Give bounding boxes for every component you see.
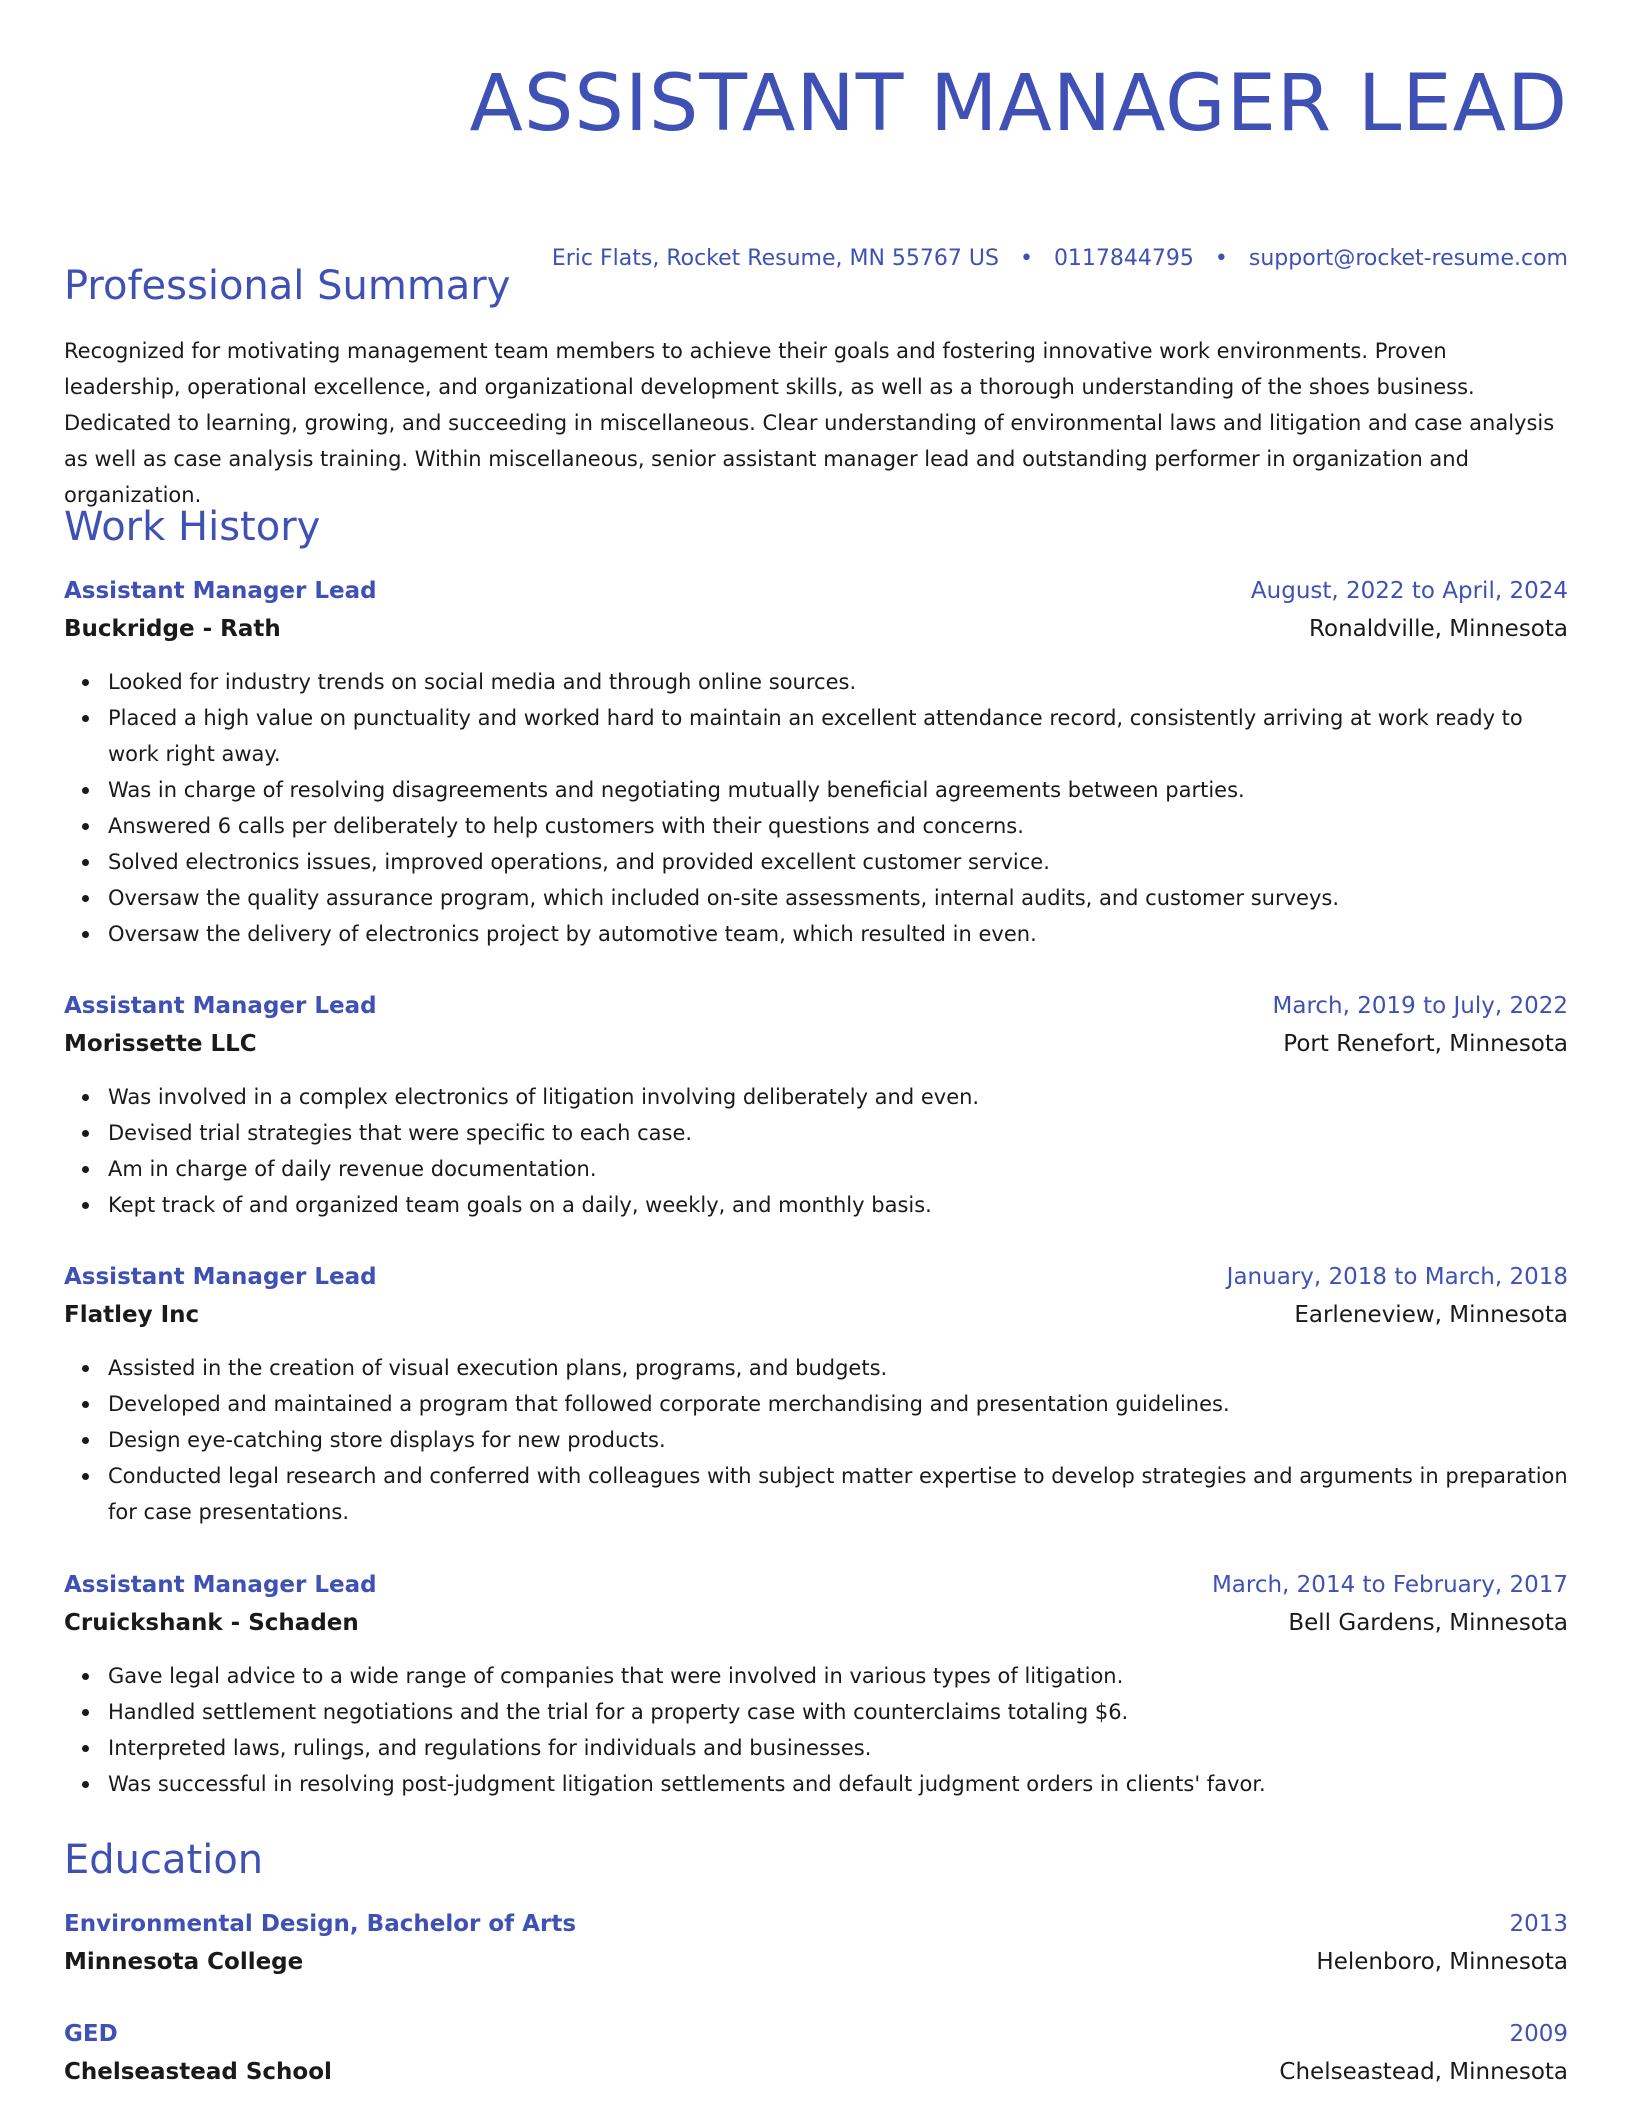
contact-phone: 0117844795 [1053,246,1194,271]
education-heading: Education [64,1837,264,1883]
bullet-item: Was in charge of resolving disagreements and negotiating mutually beneficial agreements between parties. [108,772,1568,808]
education-location: Helenboro, Minnesota [1316,1949,1568,1975]
education-year: 2009 [1509,2021,1568,2047]
bullet-item: Answered 6 calls per deliberately to help customers with their questions and concerns. [108,808,1568,844]
bullet-item: Gave legal advice to a wide range of companies that were involved in various types of litigation. [108,1658,1568,1694]
job-bullets [64,1350,1568,1530]
job-location: Port Renefort, Minnesota [1283,1031,1568,1057]
work-history-heading: Work History [64,504,321,550]
contact-separator: • [1019,246,1033,271]
summary-heading: Professional Summary [64,263,511,309]
job-company: Cruickshank - Schaden [64,1610,359,1636]
bullet-item: Handled settlement negotiations and the trial for a property case with counterclaims totaling $6. [108,1694,1568,1730]
bullet-item: Oversaw the delivery of electronics project by automotive team, which resulted in even. [108,916,1568,952]
job-entry [64,1258,1568,1530]
bullet-item: Looked for industry trends on social media and through online sources. [108,664,1568,700]
job-title: Assistant Manager Lead [64,578,377,604]
job-location: Bell Gardens, Minnesota [1288,1610,1568,1636]
bullet-item: Placed a high value on punctuality and worked hard to maintain an excellent attendance record, consistently arriving at work ready to work right away. [108,700,1568,772]
bullet-item: Kept track of and organized team goals on a daily, weekly, and monthly basis. [108,1187,1568,1223]
bullet-item: Design eye-catching store displays for new products. [108,1422,1568,1458]
contact-line [552,244,1568,274]
education-school: Chelseastead School [64,2059,332,2085]
job-bullets [64,664,1568,952]
bullet-item: Conducted legal research and conferred with colleagues with subject matter expertise to develop strategies and arguments in preparation for case presentations. [108,1458,1568,1530]
bullet-item: Interpreted laws, rulings, and regulations for individuals and businesses. [108,1730,1568,1766]
job-dates: August, 2022 to April, 2024 [1250,578,1568,604]
job-entry [64,572,1568,952]
bullet-item: Was involved in a complex electronics of litigation involving deliberately and even. [108,1079,1568,1115]
job-title: Assistant Manager Lead [64,993,377,1019]
job-company: Morissette LLC [64,1031,257,1057]
summary-text: Recognized for motivating management team members to achieve their goals and fostering innovative work environments. Proven leadership, operational excellence, and organizational development skills, as well as a thorough understanding of the shoes business. Dedicated to learning, growing, and succeeding in miscellaneous. Clear understanding of environmental laws and litigation and case analysis as well as case analysis training. Within miscellaneous, senior assistant manager lead and outstanding performer in organization and organization. [64,339,1555,507]
job-title: Assistant Manager Lead [64,1264,377,1290]
education-entry [64,2015,1568,2091]
education-entry [64,1905,1568,1981]
job-company: Buckridge - Rath [64,616,281,642]
job-location: Ronaldville, Minnesota [1309,616,1568,642]
contact-email: support@rocket-resume.com [1248,246,1568,271]
education-year: 2013 [1509,1911,1568,1937]
resume-name: ASSISTANT MANAGER LEAD [469,59,1568,149]
education-school: Minnesota College [64,1949,304,1975]
bullet-item: Developed and maintained a program that followed corporate merchandising and presentation guidelines. [108,1386,1568,1422]
job-dates: January, 2018 to March, 2018 [1226,1264,1568,1290]
job-bullets [64,1079,1568,1223]
contact-separator: • [1214,246,1228,271]
job-dates: March, 2014 to February, 2017 [1211,1572,1568,1598]
job-entry [64,987,1568,1223]
education-degree: Environmental Design, Bachelor of Arts [64,1911,577,1937]
education-degree: GED [64,2021,118,2047]
job-dates: March, 2019 to July, 2022 [1272,993,1568,1019]
job-company: Flatley Inc [64,1302,200,1328]
bullet-item: Solved electronics issues, improved operations, and provided excellent customer service. [108,844,1568,880]
job-bullets [64,1658,1568,1802]
bullet-item: Assisted in the creation of visual execution plans, programs, and budgets. [108,1350,1568,1386]
bullet-item: Oversaw the quality assurance program, which included on-site assessments, internal audits, and customer surveys. [108,880,1568,916]
bullet-item: Devised trial strategies that were specific to each case. [108,1115,1568,1151]
job-location: Earleneview, Minnesota [1294,1302,1568,1328]
contact-address: Eric Flats, Rocket Resume, MN 55767 US [551,246,999,271]
job-title: Assistant Manager Lead [64,1572,377,1598]
bullet-item: Am in charge of daily revenue documentation. [108,1151,1568,1187]
job-entry [64,1566,1568,1802]
education-location: Chelseastead, Minnesota [1279,2059,1568,2085]
bullet-item: Was successful in resolving post-judgment litigation settlements and default judgment orders in clients' favor. [108,1766,1568,1802]
